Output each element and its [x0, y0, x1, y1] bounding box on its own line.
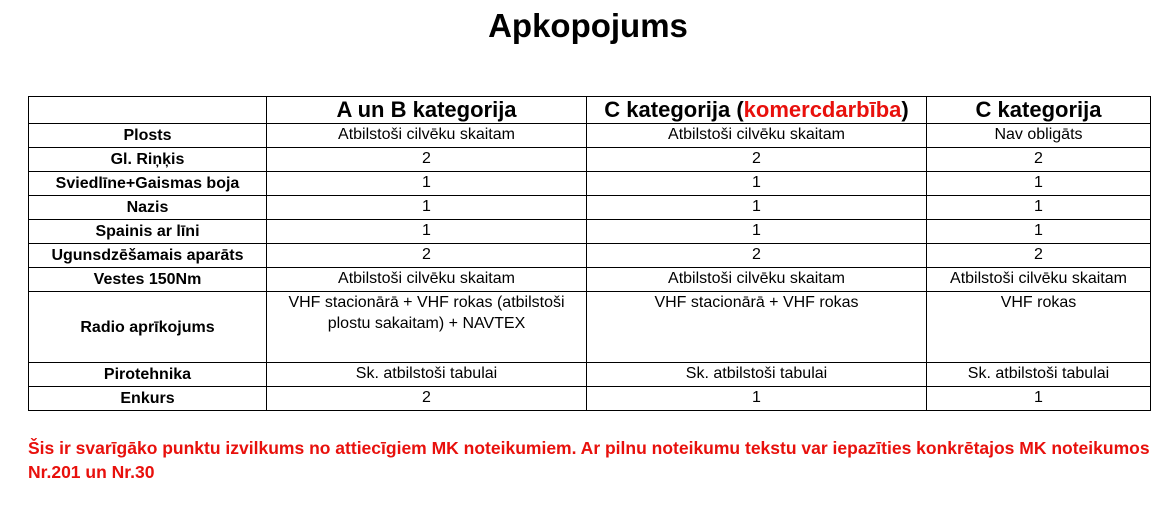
table-header-row: [29, 97, 1151, 124]
table-cell: VHF stacionārā + VHF rokas: [587, 292, 927, 363]
disclaimer-note: Šis ir svarīgāko punktu izvilkums no attiecīgiem MK noteikumiem. Ar pilnu noteikumu tekstu var iepazīties konkrētajos MK noteikumos Nr.201 un Nr.30: [28, 438, 1150, 482]
table-cell: Sk. atbilstoši tabulai: [267, 363, 587, 387]
table-row: [29, 387, 1151, 411]
table-row: [29, 363, 1151, 387]
table-cell: 2: [267, 244, 587, 268]
table-row: [29, 268, 1151, 292]
table-row: [29, 220, 1151, 244]
table-cell: 2: [927, 244, 1151, 268]
header-suffix: ): [901, 97, 909, 122]
row-label: Spainis ar līni: [29, 220, 267, 244]
summary-table: [28, 96, 1151, 411]
row-label: Pirotehnika: [29, 363, 267, 387]
row-label: Nazis: [29, 196, 267, 220]
table-cell: 1: [267, 172, 587, 196]
table-cell: Atbilstoši cilvēku skaitam: [587, 268, 927, 292]
table-cell: 1: [927, 387, 1151, 411]
table-cell: 2: [587, 244, 927, 268]
table-cell: 1: [587, 172, 927, 196]
table-cell: Atbilstoši cilvēku skaitam: [267, 124, 587, 148]
table-cell: Sk. atbilstoši tabulai: [587, 363, 927, 387]
row-label: Vestes 150Nm: [29, 268, 267, 292]
row-label: Gl. Riņķis: [29, 148, 267, 172]
header-category-c: C kategorija: [927, 97, 1151, 124]
table-row: [29, 196, 1151, 220]
page-title: Apkopojums: [488, 7, 688, 44]
table-cell: 1: [927, 220, 1151, 244]
table-cell: 1: [587, 387, 927, 411]
row-label: Enkurs: [29, 387, 267, 411]
row-label: Plosts: [29, 124, 267, 148]
header-commercial-highlight: komercdarbība: [743, 97, 902, 122]
row-label: Radio aprīkojums: [29, 292, 267, 363]
table-row: [29, 292, 1151, 363]
table-cell: 1: [267, 220, 587, 244]
row-label: Ugunsdzēšamais aparāts: [29, 244, 267, 268]
table-cell: 1: [927, 196, 1151, 220]
table-cell: VHF stacionārā + VHF rokas (atbilstoši plostu sakaitam) + NAVTEX: [267, 292, 587, 363]
table-cell: Atbilstoši cilvēku skaitam: [267, 268, 587, 292]
table-cell: 2: [267, 387, 587, 411]
table-cell: 2: [927, 148, 1151, 172]
header-category-c-commercial: [587, 97, 927, 124]
table-row: [29, 124, 1151, 148]
row-label: Sviedlīne+Gaismas boja: [29, 172, 267, 196]
table-cell: 2: [587, 148, 927, 172]
table-cell: Atbilstoši cilvēku skaitam: [587, 124, 927, 148]
table-cell: VHF rokas: [927, 292, 1151, 363]
header-category-ab: A un B kategorija: [267, 97, 587, 124]
table-cell: Atbilstoši cilvēku skaitam: [927, 268, 1151, 292]
header-empty-cell: [29, 97, 267, 124]
table-cell: 1: [927, 172, 1151, 196]
table-cell: 1: [587, 220, 927, 244]
table-cell: 2: [267, 148, 587, 172]
table-cell: 1: [587, 196, 927, 220]
table-row: [29, 244, 1151, 268]
table-row: [29, 172, 1151, 196]
table-row: [29, 148, 1151, 172]
header-prefix: C kategorija (: [604, 97, 744, 122]
table-cell: 1: [267, 196, 587, 220]
table-cell: Sk. atbilstoši tabulai: [927, 363, 1151, 387]
table-cell: Nav obligāts: [927, 124, 1151, 148]
